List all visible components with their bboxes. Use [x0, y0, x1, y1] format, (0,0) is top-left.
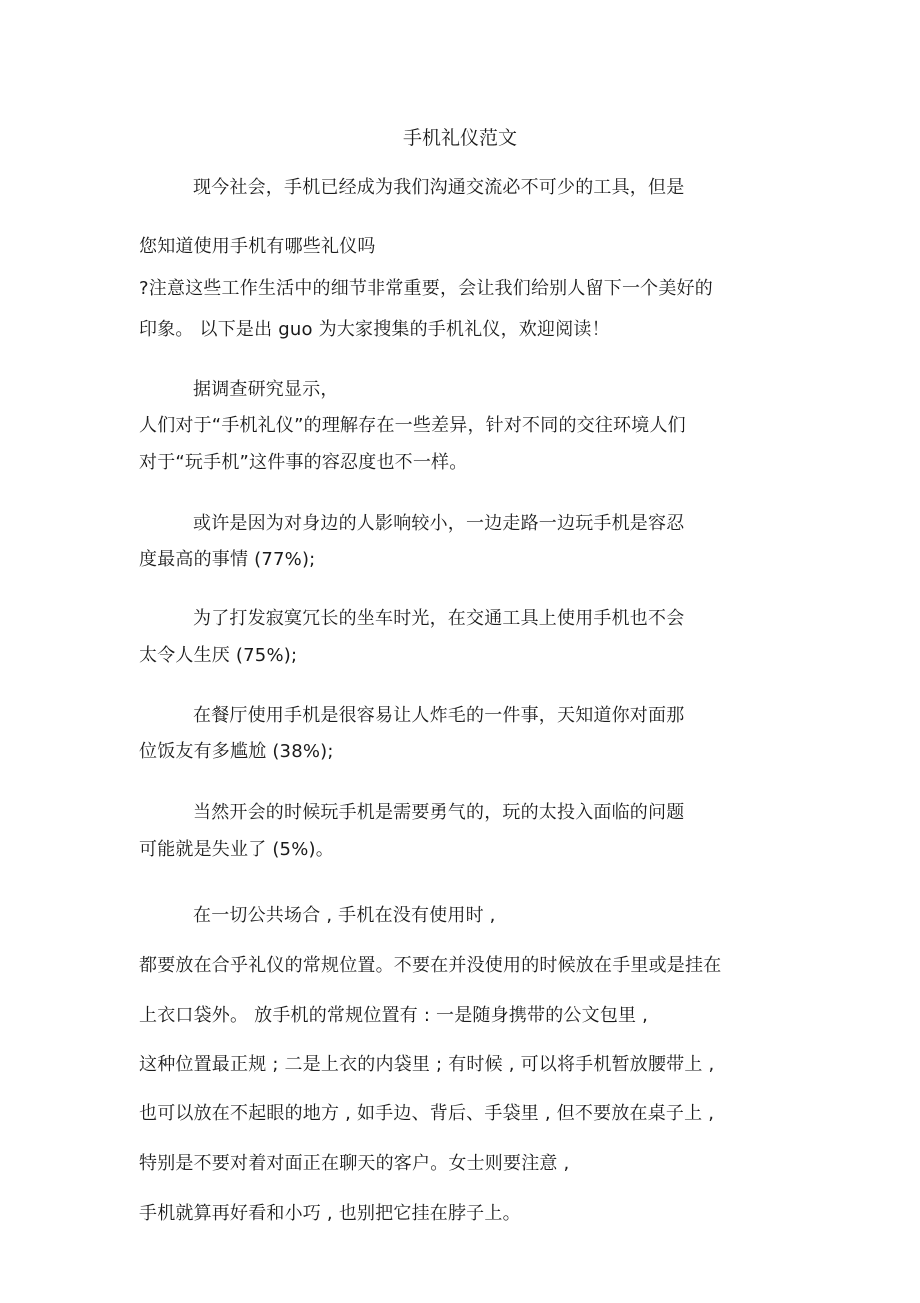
paragraph-line: 或许是因为对身边的人影响较小，一边走路一边玩手机是容忍	[193, 513, 685, 534]
paragraph-line: 在一切公共场合 , 手机在没有使用时 ,	[193, 905, 496, 926]
paragraph-line: 您知道使用手机有哪些礼仪吗	[139, 236, 376, 257]
paragraph-line: 位饭友有多尴尬 (38%);	[139, 741, 334, 762]
paragraph-line: 都要放在合乎礼仪的常规位置。不要在并没使用的时候放在手里或是挂在	[139, 955, 722, 976]
paragraph-line: ?注意这些工作生活中的细节非常重要，会让我们给别人留下一个美好的	[139, 278, 713, 299]
paragraph-line: 太令人生厌 (75%);	[139, 645, 298, 666]
paragraph-line: 可能就是失业了 (5%)。	[139, 839, 334, 860]
paragraph-line: 度最高的事情 (77%);	[139, 549, 316, 570]
paragraph-line: 为了打发寂寞冗长的坐车时光，在交通工具上使用手机也不会	[193, 608, 685, 629]
paragraph-line: 手机就算再好看和小巧 , 也别把它挂在脖子上。	[139, 1203, 521, 1224]
paragraph-line: 印象。 以下是出 guo 为大家搜集的手机礼仪，欢迎阅读！	[139, 319, 610, 340]
paragraph-line: 当然开会的时候玩手机是需要勇气的，玩的太投入面临的问题	[193, 802, 685, 823]
paragraph-line: 在餐厅使用手机是很容易让人炸毛的一件事，天知道你对面那	[193, 705, 685, 726]
paragraph-line: 这种位置最正规 ; 二是上衣的内袋里 ; 有时候 , 可以将手机暂放腰带上 ,	[139, 1054, 715, 1075]
paragraph-line: 据调查研究显示，	[193, 379, 339, 400]
paragraph-line: 上衣口袋外。 放手机的常规位置有 : 一是随身携带的公文包里 ,	[139, 1005, 649, 1026]
paragraph-line: 也可以放在不起眼的地方 , 如手边、背后、手袋里 , 但不要放在桌子上 ,	[139, 1103, 715, 1124]
document-title: 手机礼仪范文	[402, 127, 517, 149]
paragraph-line: 特别是不要对着对面正在聊天的客户。女士则要注意 ,	[139, 1153, 570, 1174]
paragraph-line: 对于“玩手机”这件事的容忍度也不一样。	[139, 452, 468, 473]
paragraph-line: 人们对于“手机礼仪”的理解存在一些差异，针对不同的交往环境人们	[139, 415, 686, 436]
paragraph-line: 现今社会，手机已经成为我们沟通交流必不可少的工具，但是	[193, 177, 685, 198]
